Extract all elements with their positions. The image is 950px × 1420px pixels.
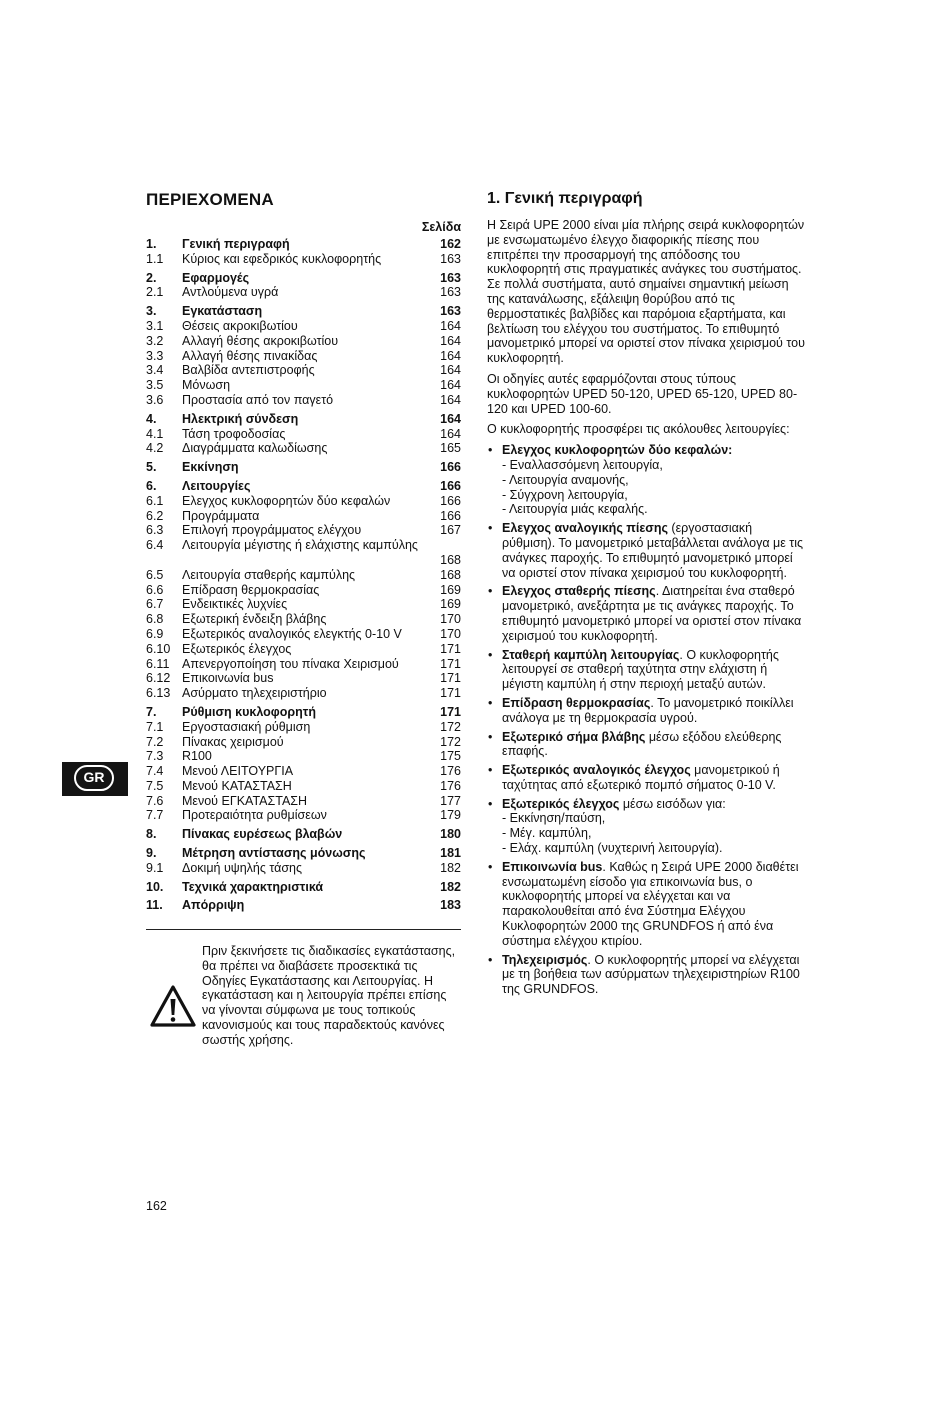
toc-row xyxy=(146,779,461,794)
toc-page: 166 xyxy=(440,508,461,523)
toc-row xyxy=(146,441,461,456)
toc-number: 9. xyxy=(146,846,157,861)
toc-row xyxy=(146,304,461,319)
toc-page: 179 xyxy=(440,808,461,823)
feature-subitem: - Σύγχρονη λειτουργία, xyxy=(502,487,628,502)
toc-row xyxy=(146,568,461,583)
feature-item xyxy=(487,696,805,726)
toc-row xyxy=(146,671,461,686)
toc-entry-title: Πίνακας ευρέσεως βλαβών xyxy=(182,827,343,842)
toc-entry-title: Τεχνικά χαρακτηριστικά xyxy=(182,879,324,894)
toc-page: 164 xyxy=(440,378,461,393)
toc-number: 3.4 xyxy=(146,363,164,378)
feature-subitem: - Μέγ. καμπύλη, xyxy=(502,826,592,841)
language-badge: GR xyxy=(74,765,114,791)
toc-entry-title: Εξωτερική ένδειξη βλάβης xyxy=(182,612,327,627)
toc-page: 166 xyxy=(440,493,461,508)
toc-number: 10. xyxy=(146,879,164,894)
toc-entry-title: Κύριος και εφεδρικός κυκλοφορητής xyxy=(182,251,382,266)
feature-name: Εξωτερικός έλεγχος xyxy=(502,796,620,811)
toc-row xyxy=(146,583,461,598)
toc-number: 7.1 xyxy=(146,719,164,734)
toc-row xyxy=(146,808,461,823)
toc-number: 4.1 xyxy=(146,426,164,441)
feature-text: . Ο κυκλοφορητής μπορεί να ελέγχεται με τη βοήθεια των ασύρματων τηλεχειριστηρίων R100 της GRUNDFOS. xyxy=(502,952,800,997)
language-tab xyxy=(62,762,128,796)
feature-name: Ελεγχος σταθερής πίεσης xyxy=(502,584,656,599)
toc-entry-title: Αλλαγή θέσης πινακίδας xyxy=(182,348,318,363)
toc-row xyxy=(146,319,461,334)
toc-row xyxy=(146,252,461,267)
toc-row xyxy=(146,686,461,701)
toc-page: 164 xyxy=(440,426,461,441)
feature-subitem: - Λειτουργία μιάς κεφαλής. xyxy=(502,502,648,517)
toc-page: 171 xyxy=(440,656,461,671)
bullet: • xyxy=(488,647,493,662)
toc-number: 7.7 xyxy=(146,808,164,823)
toc-row xyxy=(146,642,461,657)
toc-row xyxy=(146,494,461,509)
toc-entry-title: Διαγράμματα καλωδίωσης xyxy=(182,441,328,456)
toc-row xyxy=(146,735,461,750)
feature-text: . Ο κυκλοφορητής λειτουργεί σε σταθερή ταχύτητα στην ελάχιστη ή μέγιστη καμπύλη ή στην περιοχή μεταξύ αυτών. xyxy=(502,647,779,692)
section-heading: 1. Γενική περιγραφή xyxy=(487,190,643,207)
toc-row xyxy=(146,523,461,538)
toc-page: 181 xyxy=(440,846,461,861)
toc-page: 176 xyxy=(440,764,461,779)
bullet: • xyxy=(488,859,493,874)
toc-page: 166 xyxy=(440,460,461,475)
toc-number: 7.6 xyxy=(146,793,164,808)
toc-row xyxy=(146,538,461,568)
toc-entry-title: Εφαρμογές xyxy=(182,270,250,285)
feature-text: μέσω εξόδου ελεύθερης επαφής. xyxy=(502,729,782,759)
toc-number: 7.5 xyxy=(146,778,164,793)
toc-page: 177 xyxy=(440,793,461,808)
toc-page: 164 xyxy=(440,363,461,378)
toc-entry-title: Εξωτερικός έλεγχος xyxy=(182,641,292,656)
toc-number: 6.1 xyxy=(146,493,164,508)
toc-row xyxy=(146,827,461,842)
toc-page: 168 xyxy=(440,567,461,582)
bullet: • xyxy=(488,443,493,458)
toc-entry-title: Εργοστασιακή ρύθμιση xyxy=(182,719,311,734)
toc-number: 3.3 xyxy=(146,348,164,363)
feature-name: Εξωτερικό σήμα βλάβης xyxy=(502,729,646,744)
toc-page: 164 xyxy=(440,318,461,333)
toc-entry-title: Προτεραιότητα ρυθμίσεων xyxy=(182,808,327,823)
toc-row xyxy=(146,412,461,427)
feature-item xyxy=(487,797,805,856)
toc-entry-title: Επίδραση θερμοκρασίας xyxy=(182,582,320,597)
feature-text: . Διατηρείται ένα σταθερό μανομετρικό, ανεξάρτητα με τις ανάγκες παροχής. Το επιθυμητό μανομετρικό μπορεί να οριστεί στον πίνακα χειρισμού του κυκλοφορητή. xyxy=(502,584,802,643)
toc-entry-title: Επικοινωνία bus xyxy=(182,671,274,686)
toc-page: 163 xyxy=(440,285,461,300)
toc-page: 180 xyxy=(440,827,461,842)
toc-row xyxy=(146,749,461,764)
toc-page: 183 xyxy=(440,898,461,913)
toc-page: 172 xyxy=(440,719,461,734)
table-of-contents xyxy=(146,237,461,913)
toc-row xyxy=(146,427,461,442)
toc-number: 6.3 xyxy=(146,523,164,538)
toc-page: 165 xyxy=(440,441,461,456)
toc-page: 171 xyxy=(440,671,461,686)
toc-number: 1.1 xyxy=(146,251,164,266)
feature-subitem: - Λειτουργία αναμονής, xyxy=(502,472,629,487)
toc-page: 172 xyxy=(440,734,461,749)
feature-list xyxy=(487,443,805,997)
feature-text: μέσω εισόδων για: xyxy=(619,796,726,811)
feature-name: Εξωτερικός αναλογικός έλεγχος xyxy=(502,763,691,778)
toc-row xyxy=(146,460,461,475)
toc-number: 3.1 xyxy=(146,318,164,333)
toc-page: 170 xyxy=(440,612,461,627)
feature-subitem: - Εναλλασσόμενη λειτουργία, xyxy=(502,457,663,472)
toc-number: 3.6 xyxy=(146,392,164,407)
page-number: 162 xyxy=(146,1199,167,1213)
bullet: • xyxy=(488,695,493,710)
toc-page: 164 xyxy=(440,348,461,363)
section-general-description xyxy=(487,190,805,1001)
bullet: • xyxy=(488,729,493,744)
toc-page: 182 xyxy=(440,860,461,875)
toc-page: 164 xyxy=(440,333,461,348)
toc-entry-title: Λειτουργία σταθερής καμπύλης xyxy=(182,567,356,582)
toc-row xyxy=(146,237,461,252)
toc-page: 163 xyxy=(440,270,461,285)
bullet: • xyxy=(488,952,493,967)
paragraph: Οι οδηγίες αυτές εφαρμόζονται στους τύπους κυκλοφορητών UPED 50-120, UPED 65-120, UPED 80-120 και UPED 100-60. xyxy=(487,371,798,416)
feature-subitem: - Εκκίνηση/παύση, xyxy=(502,811,606,826)
toc-entry-title: Εκκίνηση xyxy=(182,460,239,475)
toc-number: 6.8 xyxy=(146,612,164,627)
toc-row xyxy=(146,627,461,642)
toc-page: 162 xyxy=(440,237,461,251)
feature-text: . Το μανομετρικό ποικίλλει ανάλογα με τη θερμοκρασία υγρού. xyxy=(502,695,794,725)
toc-row xyxy=(146,349,461,364)
toc-page: 163 xyxy=(440,304,461,319)
toc-entry-title: Μέτρηση αντίστασης μόνωσης xyxy=(182,846,366,861)
feature-item xyxy=(487,648,805,692)
toc-row xyxy=(146,378,461,393)
toc-number: 6.5 xyxy=(146,567,164,582)
toc-number: 6. xyxy=(146,478,157,493)
toc-entry-title: Προστασία από τον παγετό xyxy=(182,392,334,407)
toc-page-header: Σελίδα xyxy=(421,220,461,234)
toc-number: 4. xyxy=(146,411,157,426)
toc-entry-title: Ρύθμιση κυκλοφορητή xyxy=(182,704,316,719)
toc-row xyxy=(146,334,461,349)
toc-number: 3. xyxy=(146,304,157,319)
toc-number: 6.10 xyxy=(146,641,171,656)
divider xyxy=(146,929,461,930)
toc-row xyxy=(146,794,461,809)
toc-entry-title: Μενού ΕΓΚΑΤΑΣΤΑΣΗ xyxy=(182,793,308,808)
toc-page: 164 xyxy=(440,411,461,426)
toc-row xyxy=(146,393,461,408)
toc-page: 167 xyxy=(440,523,461,538)
toc-row xyxy=(146,861,461,876)
toc-number: 7. xyxy=(146,704,157,719)
toc-row xyxy=(146,285,461,300)
toc-entry-title: Προγράμματα xyxy=(182,508,260,523)
feature-name: Ελεγχος κυκλοφορητών δύο κεφαλών: xyxy=(502,443,733,458)
toc-number: 6.9 xyxy=(146,626,164,641)
toc-entry-title: Μόνωση xyxy=(182,378,231,393)
feature-name: Σταθερή καμπύλη λειτουργίας xyxy=(502,647,680,662)
toc-number: 3.2 xyxy=(146,333,164,348)
feature-text: . Καθώς η Σειρά UPE 2000 διαθέτει ενσωματωμένη είσοδο για επικοινωνία bus, ο κυκλοφορητής μπορεί να ελέγχεται και να παρακολουθείται από ένα Σύστημα Ελέγχου Κυκλοφορητών 2000 της GRUNDFOS ή από ένα σύστημα ελέγχου κτιρίου. xyxy=(502,859,799,948)
toc-number: 6.7 xyxy=(146,597,164,612)
toc-entry-title: Λειτουργίες xyxy=(182,478,251,493)
toc-row xyxy=(146,509,461,524)
toc-entry-title: Εγκατάσταση xyxy=(182,304,263,319)
feature-item xyxy=(487,443,805,517)
toc-row xyxy=(146,597,461,612)
toc-page: 171 xyxy=(440,686,461,701)
toc-entry-title: Αντλούμενα υγρά xyxy=(182,285,279,300)
toc-number: 6.13 xyxy=(146,686,171,701)
toc-page: 171 xyxy=(440,641,461,656)
toc-row xyxy=(146,271,461,286)
feature-item xyxy=(487,860,805,949)
toc-number: 7.4 xyxy=(146,764,164,779)
feature-item xyxy=(487,584,805,643)
toc-page: 169 xyxy=(440,597,461,612)
warning-triangle-icon xyxy=(149,984,197,1028)
toc-entry-title: Πίνακας χειρισμού xyxy=(182,734,284,749)
toc-entry-title: Ενδεικτικές λυχνίες xyxy=(182,597,288,612)
feature-subitem: - Ελάχ. καμπύλη (νυχτερινή λειτουργία). xyxy=(502,841,723,856)
toc-number: 6.2 xyxy=(146,508,164,523)
toc-number: 8. xyxy=(146,827,157,842)
feature-text: μανομετρικού ή ταχύτητας από εξωτερικό πομπό σήματος 0-10 V. xyxy=(502,763,780,792)
bullet: • xyxy=(488,763,493,778)
toc-row xyxy=(146,720,461,735)
toc-row xyxy=(146,898,461,913)
toc-row xyxy=(146,705,461,720)
toc-entry-title: Γενική περιγραφή xyxy=(182,237,290,251)
toc-number: 7.2 xyxy=(146,734,164,749)
toc-page: 166 xyxy=(440,478,461,493)
toc-page: 170 xyxy=(440,626,461,641)
bullet: • xyxy=(488,584,493,599)
toc-entry-title: Θέσεις ακροκιβωτίου xyxy=(182,318,298,333)
feature-name: Ελεγχος αναλογικής πίεσης xyxy=(502,521,668,536)
toc-number: 6.6 xyxy=(146,582,164,597)
toc-number: 5. xyxy=(146,460,157,475)
paragraph: Ο κυκλοφορητής προσφέρει τις ακόλουθες λειτουργίες: xyxy=(487,422,790,437)
toc-number: 7.3 xyxy=(146,749,164,764)
toc-entry-title: Μενού ΛΕΙΤΟΥΡΓΙΑ xyxy=(182,764,294,779)
toc-page: 169 xyxy=(440,582,461,597)
toc-number: 6.11 xyxy=(146,656,170,671)
toc-page: 182 xyxy=(440,879,461,894)
feature-item xyxy=(487,953,805,997)
toc-entry-title: Ασύρματο τηλεχειριστήριο xyxy=(182,686,327,701)
toc-entry-title: Βαλβίδα αντεπιστροφής xyxy=(182,363,315,378)
toc-page: 176 xyxy=(440,778,461,793)
toc-row xyxy=(146,363,461,378)
toc-page: 163 xyxy=(440,251,461,266)
toc-page: 175 xyxy=(440,749,461,764)
feature-item xyxy=(487,730,805,760)
feature-name: Επικοινωνία bus xyxy=(502,859,603,874)
bullet: • xyxy=(488,796,493,811)
toc-row xyxy=(146,846,461,861)
toc-page: 171 xyxy=(440,704,461,719)
paragraph: Η Σειρά UPE 2000 είναι μία πλήρης σειρά κυκλοφορητών με ενσωματωμένο έλεγχο διαφορικής πίεσης που επιτρέπει την προσαρμογή της απόδοσης του κυκλοφορητή στις πραγματικές ανάγκες του συστήματος. Σε πολλά συστήματα, αυτό σημαίνει σημαντική μείωση της κατανάλωσης, εξάλειψη θορύβου από τις θερμοστατικές βαλβίδες και παρόμοια εξαρτήματα, και βελτίωση του ελέγχου του συστήματος. Το επιθυμητό μανομετρικό μπορεί να οριστεί στον πίνακα χειρισμού του κυκλοφορητή. xyxy=(487,218,805,366)
toc-entry-title: R100 xyxy=(182,749,212,764)
feature-name: Επίδραση θερμοκρασίας xyxy=(502,695,651,710)
toc-number: 2. xyxy=(146,270,157,285)
toc-row xyxy=(146,479,461,494)
toc-number: 6.12 xyxy=(146,671,171,686)
toc-entry-title: Μενού ΚΑΤΑΣΤΑΣΗ xyxy=(182,778,292,793)
bullet: • xyxy=(488,521,493,536)
toc-entry-title: Δοκιμή υψηλής τάσης xyxy=(182,860,303,875)
toc-page: 164 xyxy=(440,392,461,407)
toc-entry-title: Αλλαγή θέσης ακροκιβωτίου xyxy=(182,333,339,348)
toc-number: 1. xyxy=(146,237,157,251)
toc-page: 168 xyxy=(440,552,461,567)
feature-item xyxy=(487,763,805,793)
toc-number: 9.1 xyxy=(146,860,164,875)
toc-title: ΠΕΡΙΕΧΟΜΕΝΑ xyxy=(146,190,274,209)
toc-row xyxy=(146,880,461,895)
feature-item xyxy=(487,521,805,580)
toc-entry-title: Εξωτερικός αναλογικός ελεγκτής 0-10 V xyxy=(182,626,402,641)
toc-entry-title: Απενεργοποίηση του πίνακα Χειρισμού xyxy=(182,656,399,671)
toc-number: 4.2 xyxy=(146,441,164,456)
toc-entry-title: Ηλεκτρική σύνδεση xyxy=(182,411,299,426)
toc-entry-title: Απόρριψη xyxy=(182,898,245,913)
toc-number: 6.4 xyxy=(146,538,164,553)
toc-entry-title: Λειτουργία μέγιστης ή ελάχιστης καμπύλης xyxy=(182,538,418,553)
toc-row xyxy=(146,764,461,779)
toc-entry-title: Τάση τροφοδοσίας xyxy=(182,426,286,441)
toc-row xyxy=(146,657,461,672)
toc-entry-title: Επιλογή προγράμματος ελέγχου xyxy=(182,523,362,538)
toc-number: 2.1 xyxy=(146,285,164,300)
warning-text: Πριν ξεκινήσετε τις διαδικασίες εγκατάστασης, θα πρέπει να διαβάσετε προσεκτικά τις Οδηγίες Εγκατάστασης και Λειτουργίας. Η εγκατάσταση και η λειτουργία πρέπει επίσης να γίνονται σύμφωνα με τους τοπικούς κανονισμούς και τους παραδεκτούς κανόνες σωστής χρήσης. xyxy=(202,944,456,1047)
toc-row xyxy=(146,612,461,627)
toc-number: 11. xyxy=(146,898,163,913)
toc-entry-title: Ελεγχος κυκλοφορητών δύο κεφαλών xyxy=(182,493,391,508)
toc-number: 3.5 xyxy=(146,378,164,393)
feature-text: (εργοστασιακή ρύθμιση). Το μανομετρικό μεταβάλλεται ανάλογα με τις ανάγκες παροχής. Το επιθυμητό μανομετρικό μπορεί να οριστεί στον πίνακα χειρισμού του κυκλοφορητή. xyxy=(502,521,804,580)
feature-name: Τηλεχειρισμός xyxy=(502,952,588,967)
